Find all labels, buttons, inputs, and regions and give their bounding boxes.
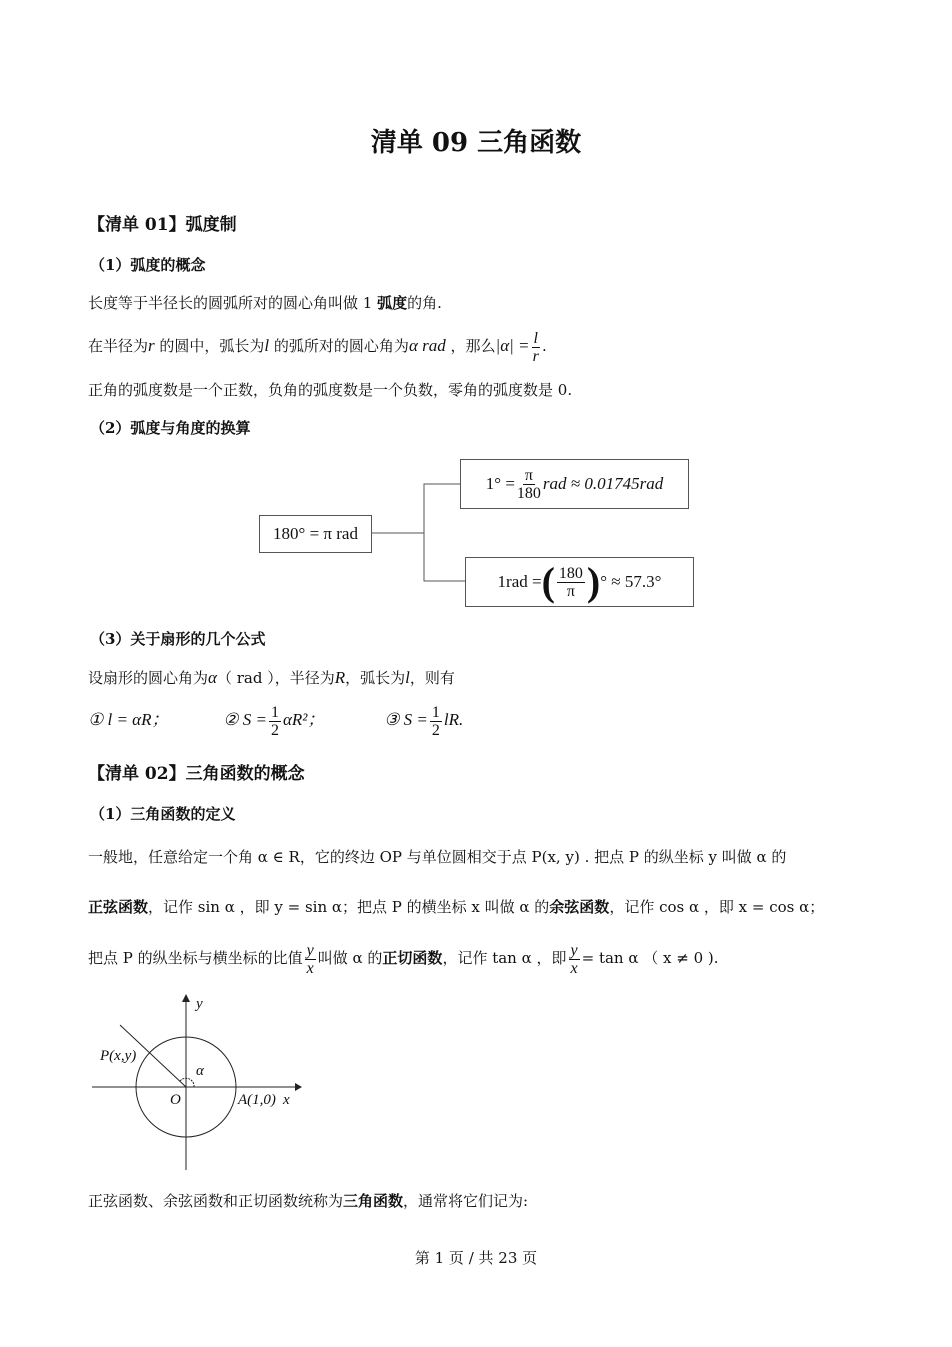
fraction bbox=[269, 704, 281, 739]
page-footer: 第 1 页 / 共 23 页 bbox=[414, 1249, 538, 1267]
sector-formulas bbox=[88, 700, 463, 740]
math: 180° = π rad bbox=[273, 524, 358, 543]
fraction bbox=[557, 565, 585, 600]
math: l bbox=[264, 336, 270, 355]
denominator: 180 bbox=[516, 484, 541, 502]
label-alpha: α bbox=[196, 1063, 204, 1079]
sector-setup bbox=[88, 667, 455, 688]
summary-line bbox=[88, 1190, 528, 1211]
formula-arc-length: ① l = αR； bbox=[88, 710, 169, 729]
denominator: 2 bbox=[431, 721, 440, 739]
subheading-radian-concept: （1）弧度的概念 bbox=[90, 256, 206, 274]
text: 叫做 α 的 bbox=[317, 949, 383, 967]
fraction bbox=[517, 467, 541, 502]
text: 设扇形的圆心角为 bbox=[88, 669, 209, 687]
denominator: π bbox=[566, 582, 575, 600]
term-sine: 正弦函数 bbox=[88, 898, 149, 916]
math: R bbox=[334, 668, 346, 687]
angle-arc bbox=[180, 1078, 194, 1087]
numerator: 1 bbox=[271, 703, 279, 721]
numerator: y bbox=[570, 941, 578, 959]
numerator: y bbox=[306, 941, 314, 959]
math: 1rad = bbox=[497, 572, 542, 591]
numerator: 180 bbox=[558, 564, 583, 582]
fraction bbox=[305, 942, 316, 977]
text: 在半径为 bbox=[88, 337, 149, 355]
text: （ rad ），半径为 bbox=[216, 669, 335, 687]
text: 把点 P 的纵坐标与横坐标的比值 bbox=[88, 949, 303, 967]
definition-line-1: 一般地，任意给定一个角 α ∈ R，它的终边 OP 与单位圆相交于点 P(x, y) . 把点 P 的纵坐标 y 叫做 α 的 bbox=[88, 848, 787, 866]
math: lR. bbox=[443, 710, 464, 729]
formula-area-2: ③ S = bbox=[384, 710, 428, 729]
label-O: O bbox=[170, 1092, 181, 1108]
denominator: x bbox=[570, 959, 578, 977]
term-trig-functions: 三角函数 bbox=[343, 1192, 404, 1210]
math: 1° = bbox=[485, 474, 515, 493]
math: α bbox=[208, 668, 217, 687]
box-one-radian bbox=[465, 557, 694, 607]
math: l bbox=[405, 668, 410, 687]
math: |α| = bbox=[495, 336, 530, 355]
text: 的角. bbox=[407, 294, 442, 312]
label-A: A(1,0) bbox=[238, 1092, 276, 1108]
text: 长度等于半径长的圆弧所对的圆心角叫做 1 bbox=[88, 294, 378, 312]
text: ，记作 cos α ，即 x = cos α； bbox=[609, 898, 825, 916]
denominator: 2 bbox=[271, 721, 279, 739]
term-cosine: 余弦函数 bbox=[549, 898, 610, 916]
formula-area: ② S = bbox=[223, 710, 267, 729]
label-P: P(x,y) bbox=[100, 1048, 137, 1064]
math: α rad bbox=[408, 336, 446, 355]
numerator: l bbox=[533, 329, 538, 347]
text: ，弧长为 bbox=[345, 669, 406, 687]
x-arrow-icon bbox=[295, 1083, 302, 1091]
math: ° ≈ 57.3° bbox=[600, 572, 662, 591]
denominator: r bbox=[532, 347, 539, 365]
denominator: x bbox=[306, 959, 314, 977]
label-x: x bbox=[283, 1092, 290, 1108]
definition-line-2 bbox=[88, 896, 824, 917]
math: rad ≈ 0.01745rad bbox=[542, 474, 664, 493]
text: 的圆中，弧长为 bbox=[154, 337, 265, 355]
term-radian: 弧度 bbox=[377, 294, 408, 312]
math: αR²； bbox=[283, 710, 325, 729]
sign-rule: 正角的弧度数是一个正数，负角的弧度数是一个负数，零角的弧度数是 0. bbox=[88, 381, 573, 399]
section-heading-02: 【清单 02】三角函数的概念 bbox=[88, 764, 305, 784]
term-tangent: 正切函数 bbox=[382, 949, 443, 967]
section-heading-01: 【清单 01】弧度制 bbox=[88, 215, 237, 235]
text: 的弧所对的圆心角为 bbox=[269, 337, 409, 355]
box-one-degree bbox=[460, 459, 689, 509]
text: ，通常将它们记为: bbox=[403, 1192, 529, 1210]
text: ，则有 bbox=[409, 669, 455, 687]
text: ，那么 bbox=[450, 337, 496, 355]
subheading-sector: （3）关于扇形的几个公式 bbox=[90, 630, 266, 648]
subheading-definition: （1）三角函数的定义 bbox=[90, 805, 236, 823]
page-title: 清单 09 三角函数 bbox=[370, 128, 582, 158]
unit-circle-figure bbox=[90, 990, 310, 1175]
label-y: y bbox=[196, 996, 203, 1012]
math: r bbox=[148, 336, 155, 355]
numerator: 1 bbox=[431, 703, 440, 721]
box-180-deg bbox=[259, 515, 372, 553]
subheading-conversion: （2）弧度与角度的换算 bbox=[90, 419, 251, 437]
paren-left: ( bbox=[541, 559, 555, 604]
text: 正弦函数、余弦函数和正切函数统称为 bbox=[88, 1192, 344, 1210]
numerator: π bbox=[524, 466, 533, 484]
fraction bbox=[430, 704, 442, 739]
text: = tan α （ x ≠ 0 ). bbox=[581, 949, 719, 967]
fraction bbox=[569, 942, 580, 977]
definition-line-3 bbox=[88, 938, 719, 978]
text: ，记作 sin α ，即 y = sin α；把点 P 的横坐标 x 叫做 α 的 bbox=[148, 898, 550, 916]
y-arrow-icon bbox=[182, 994, 190, 1002]
paren-right: ) bbox=[586, 559, 601, 604]
text: ，记作 tan α ，即 bbox=[442, 949, 567, 967]
text: . bbox=[541, 337, 547, 355]
